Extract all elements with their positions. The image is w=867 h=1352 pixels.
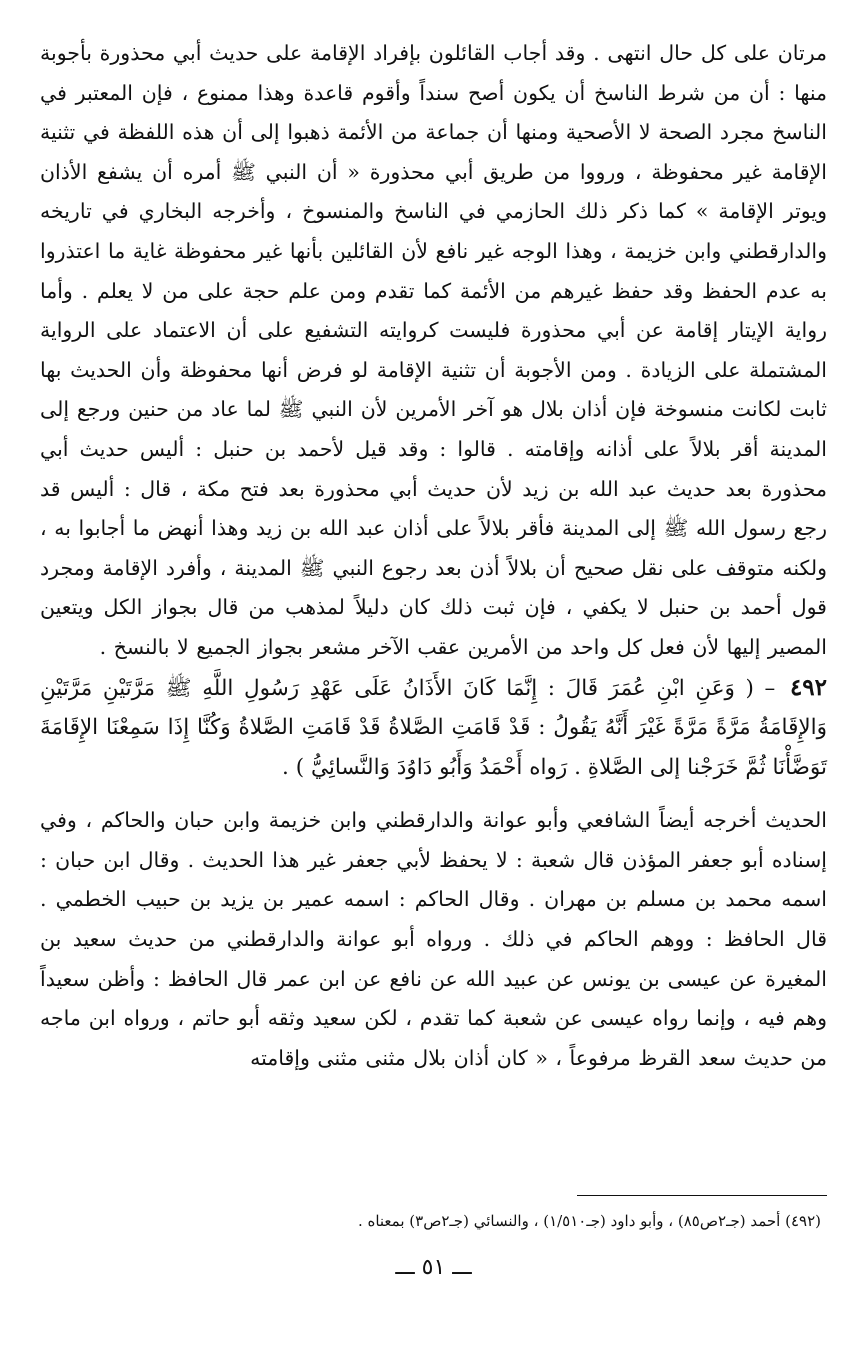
footnote: (٤٩٢) أحمد (جـ٢ص٨٥) ، وأبو داود (جـ١/٥١٠) ، والنسائي (جـ٢ص٣) بمعناه . <box>357 1212 821 1230</box>
commentary-paragraph: الحديث أخرجه أيضاً الشافعي وأبو عوانة والدارقطني وابن خزيمة وابن حبان والحاكم ، وفي إسناده أبو جعفر المؤذن قال شعبة : لا يحفظ لأبي جعفر غير هذا الحديث . وقال ابن حبان : اسمه محمد بن مسلم بن مهران . وقال الحاكم : اسمه عمير بن يزيد بن حبيب الخطمي . قال الحافظ : ووهم الحاكم في ذلك . ورواه أبو عوانة والدارقطني من حديث سعيد بن المغيرة عن عيسى بن يونس عن عبيد الله عن نافع عن ابن عمر قال الحافظ : وأظن سعيداً وهم فيه ، وإنما رواه عيسى عن شعبة كما تقدم ، لكن سعيد وثقه أبو حاتم ، ورواه ابن ماجه من حديث سعد القرظ مرفوعاً ، « كان أذان بلال مثنى مثنى وإقامته <box>40 808 827 1070</box>
hadith-number: ٤٩٢ <box>789 673 827 701</box>
footnote-divider <box>577 1195 827 1196</box>
hadith-block <box>40 668 827 788</box>
page-number: ـــ ٥١ ـــ <box>395 1255 472 1280</box>
opening-paragraph: مرتان على كل حال انتهى . وقد أجاب القائلون بإفراد الإقامة على حديث أبي محذورة بأجوبة منها : أن من شرط الناسخ أن يكون أصح سنداً وأقوم قاعدة وهذا ممنوع ، فإن المعتبر في الناسخ مجرد الصحة لا الأصحية ومنها أن جماعة من الأئمة ذهبوا إلى أن هذه اللفظة في تثنية الإقامة غير محفوظة ، ورووا من طريق أبي محذورة « أن النبي ﷺ أمره أن يشفع الأذان ويوتر الإقامة » كما ذكر ذلك الحازمي في الناسخ والمنسوخ ، وأخرجه البخاري في تاريخه والدارقطني وابن خزيمة ، وهذا الوجه غير نافع لأن القائلين بأنها غير محفوظة غاية ما اعتذروا به عدم الحفظ وقد حفظ غيرهم من الأئمة كما تقدم ومن علم حجة على من لا يعلم . وأما رواية الإيتار إقامة عن أبي محذورة فليست كروايته التشفيع على أن الاعتماد على الرواية المشتملة على الزيادة . ومن الأجوبة أن تثنية الإقامة لو فرض أنها محفوظة وأن الحديث بها ثابت لكانت منسوخة فإن أذان بلال هو آخر الأمرين لأن النبي ﷺ لما عاد من حنين ورجع إلى المدينة أقر بلالاً على أذانه وإقامته . قالوا : وقد قيل لأحمد بن حنبل : أليس حديث أبي محذورة بعد حديث عبد الله بن زيد لأن حديث أبي محذورة بعد فتح مكة ، قال : أليس قد رجع رسول الله ﷺ إلى المدينة فأقر بلالاً على أذان عبد الله بن زيد وهذا أنهض ما أجابوا به ، ولكنه متوقف على نقل صحيح أن بلالاً أذن بعد رجوع النبي ﷺ المدينة ، وأفرد الإقامة ومجرد قول أحمد بن حنبل لا يكفي ، فإن ثبت ذلك كان دليلاً لمذهب من قال بجواز الكل ويتعين المصير إليها لأن فعل كل واحد من الأمرين عقب الآخر مشعر بجواز الجميع لا بالنسخ . <box>40 41 827 659</box>
hadith-text: – ( وَعَنِ ابْنِ عُمَرَ قَالَ : إِنَّمَا كَانَ الأَذَانُ عَلَى عَهْدِ رَسُولِ اللَّهِ ﷺ مَرَّتَيْنِ مَرَّتَيْنِ وَالإِقَامَةُ مَرَّةً مَرَّةً غَيْرَ أَنَّهُ يَقُولُ : قَدْ قَامَتِ الصَّلاةُ قَدْ قَامَتِ الصَّلاةُ وَكُنَّا إِذَا سَمِعْنَا الإِقَامَةَ تَوَضَّأْنَا ثُمَّ خَرَجْنا إلى الصَّلاةِ . رَواه أَحْمَدُ وَأَبُو دَاوُدَ وَالنَّسائِيُّ ) . <box>40 675 827 780</box>
